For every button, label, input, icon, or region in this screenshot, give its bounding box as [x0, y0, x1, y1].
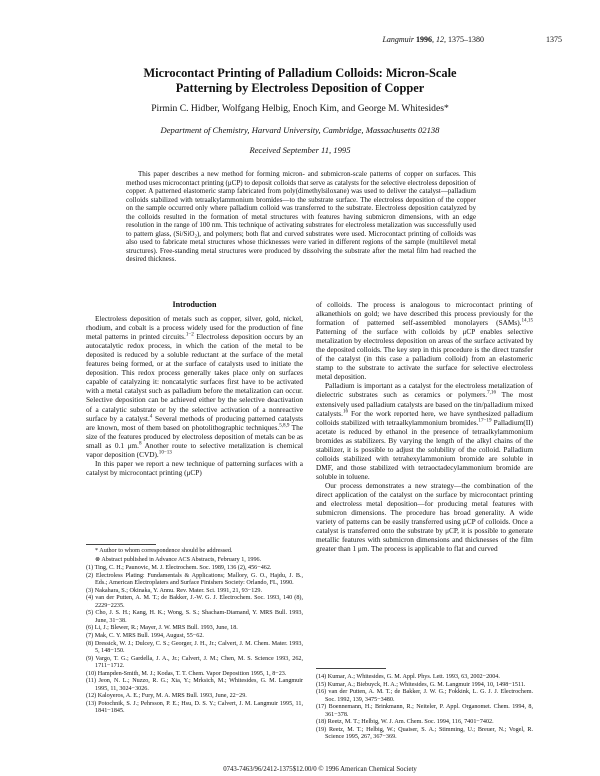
reference: (2) Electroless Plating: Fundamentals & Applications; Mallory, G. O., Hajdu, J. B., Eds.; American Electroplaters and Surface Finishers Society: Orlando, FL, 1990.: [86, 572, 303, 587]
reference: (7) Mak, C. Y. MRS Bull. 1994, August, 55−62.: [86, 633, 204, 640]
abstract: This paper describes a new method for forming micron- and submicron-scale patterns of copper on surfaces. This method uses microcontact printing (μCP) to deposit colloids that serve as catalysts for the selective electroless deposition of copper. A patterned elastomeric stamp fabricated from poly(dimethylsiloxane) was used to deliver the catalyst—palladium colloids stabilized with tetraalkylammonium bromides—to the substrate surface. The electroless deposition of the copper on the sample occurred only where palladium colloid was transferred to the substrate. Electroless deposition catalyzed by the colloids resulted in the formation of metal structures with features having submicron dimensions, with an edge resolution in the range of 100 nm. This technique of activating substrates for electroless metalization was successfully used to pattern glass, (Si/SiO₂), and polymers; both flat and curved substrates were used. Microcontact printing of colloids was also used to fabricate metal structures whose thicknesses were varied in different regions of the sample (multilevel metal structures). Free-standing metal structures were produced by dissolving the substrate after the metal film had reached the desired thickness.: [126, 170, 476, 264]
reference: (6) Li, J.; Blewer, R.; Mayer, J. W. MRS Bull. 1993, June, 18.: [86, 625, 238, 632]
reference: (18) Reetz, M. T.; Helbig, W. J. Am. Chem. Soc. 1994, 116, 7401−7402.: [316, 719, 494, 726]
footnote-correspondence: * Author to whom correspondence should be addressed.: [95, 548, 233, 554]
footnote-divider: [86, 544, 156, 545]
reference: (5) Cho, J. S. H.; Kang, H. K.; Wong, S. S.; Shacham-Diamand, Y. MRS Bull. 1993, June, 31−38.: [86, 610, 303, 624]
paragraph: Palladium is important as a catalyst for the electroless metalization of dielectric substrates such as ceramics or polymers.$^{7,16}$ The most extensively used palladium catalysts are based on the tin/palladium mixed catalysts.$^{16}$ For the work reported here, we have synthesized palladium colloids stabilized with tetraalkylammonium bromides.$^{17-19}$ Palladium(II) acetate is reduced by ethanol in the presence of tetraalkylammonium bromides as stabilizers. By varying the length of the alkyl chains of the stabilizer, it is possible to adjust the solubility of the colloid. Palladium colloids stabilized with tetrahexylammonium bromide are soluble in DMF, and those stabilized with tetraoctadecylammonium bromide are soluble in toluene.: [316, 381, 533, 481]
paragraph: Our process demonstrates a new strategy—the combination of the direct application of the catalyst on the surface by microcontact printing and electroless metal deposition—for producing metal features with submicron dimensions. The procedure has broad generality. A wide variety of patterns can be easily transferred using μCP of colloids. Once a catalyst is transferred onto the substrate by μCP, it is possible to generate metallic features with submicron dimensions and thicknesses of the film greater than 1 μm. The process is applicable to flat and curved: [316, 480, 533, 554]
reference: (15) Kumar, A.; Biebuyck, H. A.; Whitesides, G. M. Langmuir 1994, 10, 1498−1511.: [316, 681, 526, 688]
affiliation: Department of Chemistry, Harvard University, Cambridge, Massachusetts 02138: [160, 125, 440, 135]
footnote-divider: [316, 668, 386, 669]
reference: (10) Hampden-Smith, M. J.; Kodas, T. T. Chem. Vapor Deposition 1995, 1, 8−23.: [86, 670, 287, 677]
author-list: Pirmin C. Hidber, Wolfgang Helbig, Enoch Kim, and George M. Whitesides*: [151, 103, 449, 114]
reference: (4) van der Putten, A. M. T.; de Bakker, J.-W. G. J. Electrochem. Soc. 1993, 140 (8), 2229−2235.: [86, 595, 303, 609]
reference: (8) Dressick, W. J.; Dulcey, C. S.; Georger, J. H., Jr.; Calvert, J. M. Chem. Mater. 1993, 5, 148−150.: [86, 640, 303, 655]
reference: (3) Nakahara, S.; Okinaka, Y. Annu. Rev. Mater. Sci. 1991, 21, 93−129.: [86, 587, 262, 594]
received-date: Received September 11, 1995: [249, 145, 351, 155]
title-line: Patterning by Electroless Deposition of Copper: [175, 81, 425, 95]
reference: (9) Vargo, T. G.; Gardella, J. A., Jr.; Calvert, J. M.; Chen, M. S. Science 1993, 262, 1711−1712.: [86, 655, 303, 670]
reference: (19) Reetz, M. T.; Helbig, W.; Quaiser, S. A.; Stimming, U.; Breuer, N.; Vogel, R. Science 1995, 267, 367−369.: [316, 726, 533, 741]
copyright-footer: 0743-7463/96/2412-1375$12.00/0 © 1996 American Chemical Society: [223, 766, 417, 773]
journal-citation: Langmuir 1996, 12, 1375–1380: [382, 35, 484, 44]
paragraph: of colloids. The process is analogous to microcontact printing of alkanethiols on gold; we have described this process previously for the formation of patterned self-assembled monolayers (SAMs).$^{14,15}$ Patterning of the surface with colloids by μCP enables selective metalization by electroless deposition on areas of the surface activated by the deposited colloids. The key step in this procedure is the direct transfer of the catalyst (in this case a palladium colloid) from an elastomeric stamp to the substrate to activate the surface for selective electroless metal deposition.: [316, 300, 533, 382]
article-title: [90, 66, 510, 96]
reference: (13) Potochnik, S. J.; Pehrsson, P. E.; Hsu, D. S. Y.; Calvert, J. M. Langmuir 1995, 11, 1841−1845.: [86, 700, 303, 715]
title-line: Microcontact Printing of Palladium Colloids: Micron-Scale: [143, 66, 457, 80]
section-heading-introduction: Introduction: [172, 300, 217, 309]
reference: (1) Ting, C. H.; Paunovic, M. J. Electrochem. Soc. 1989, 136 (2), 456−462.: [86, 565, 272, 572]
reference: (11) Jeon, N. L.; Nuzzo, R. G.; Xia, Y.; Mrksich, M.; Whitesides, G. M. Langmuir 1995, 11, 3024−3026.: [86, 678, 303, 692]
left-column: [86, 300, 303, 477]
right-column: [316, 300, 533, 553]
footnote-abstract: ⊗ Abstract published in Advance ACS Abstracts, February 1, 1996.: [95, 556, 262, 563]
paragraph: Electroless deposition of metals such as copper, silver, gold, nickel, rhodium, and cobalt is a process widely used for the production of fine metal patterns in printed circuits.$^{1-2}$ Electroless deposition occurs by an autocatalytic redox process, in which the cation of the metal to be deposited is reduced by a soluble reductant at the surface of the metal features being formed, or at the surface of catalysts used to initiate the deposition. This redox process generally takes place only on surfaces capable of catalyzing it: noncatalytic surfaces first have to be activated with a metal catalyst such as palladium before the metalization can occur. Selective deposition can be achieved either by the selective deactivation of a catalytic substrate or by the selective activation of a nonreactive surface by a catalyst.$^4$ Several methods of producing patterned catalysts are known, most of them based on photolithographic techniques.$^{5,8,9}$ The size of the features produced by electroless deposition of metals can be as small as 0.1 μm.$^8$ Another route to selective metalization is chemical vapor deposition (CVD).$^{10-13}$: [86, 314, 304, 459]
footnotes-right: [316, 674, 533, 742]
running-head: [40, 35, 562, 47]
paragraph: In this paper we report a new technique of patterning surfaces with a catalyst by microcontact printing (μCP): [86, 458, 303, 477]
reference: (17) Boennemann, H.; Brinkmann, R.; Neiteler, P. Appl. Organomet. Chem. 1994, 8, 361−378.: [316, 704, 533, 718]
reference: (14) Kumar, A.; Whitesides, G. M. Appl. Phys. Lett. 1993, 63, 2002−2004.: [316, 674, 500, 680]
reference: (12) Kaloyeros, A. E.; Fury, M. A. MRS Bull. 1993, June, 22−29.: [86, 693, 247, 700]
page-number: 1375: [546, 35, 562, 44]
reference: (16) van der Putten, A. M. T.; de Bakker, J. W. G.; Fokkink, L. G. J. J. Electrochem. Soc. 1992, 139, 3475−3480.: [316, 689, 533, 703]
footnotes-left: [86, 548, 303, 716]
